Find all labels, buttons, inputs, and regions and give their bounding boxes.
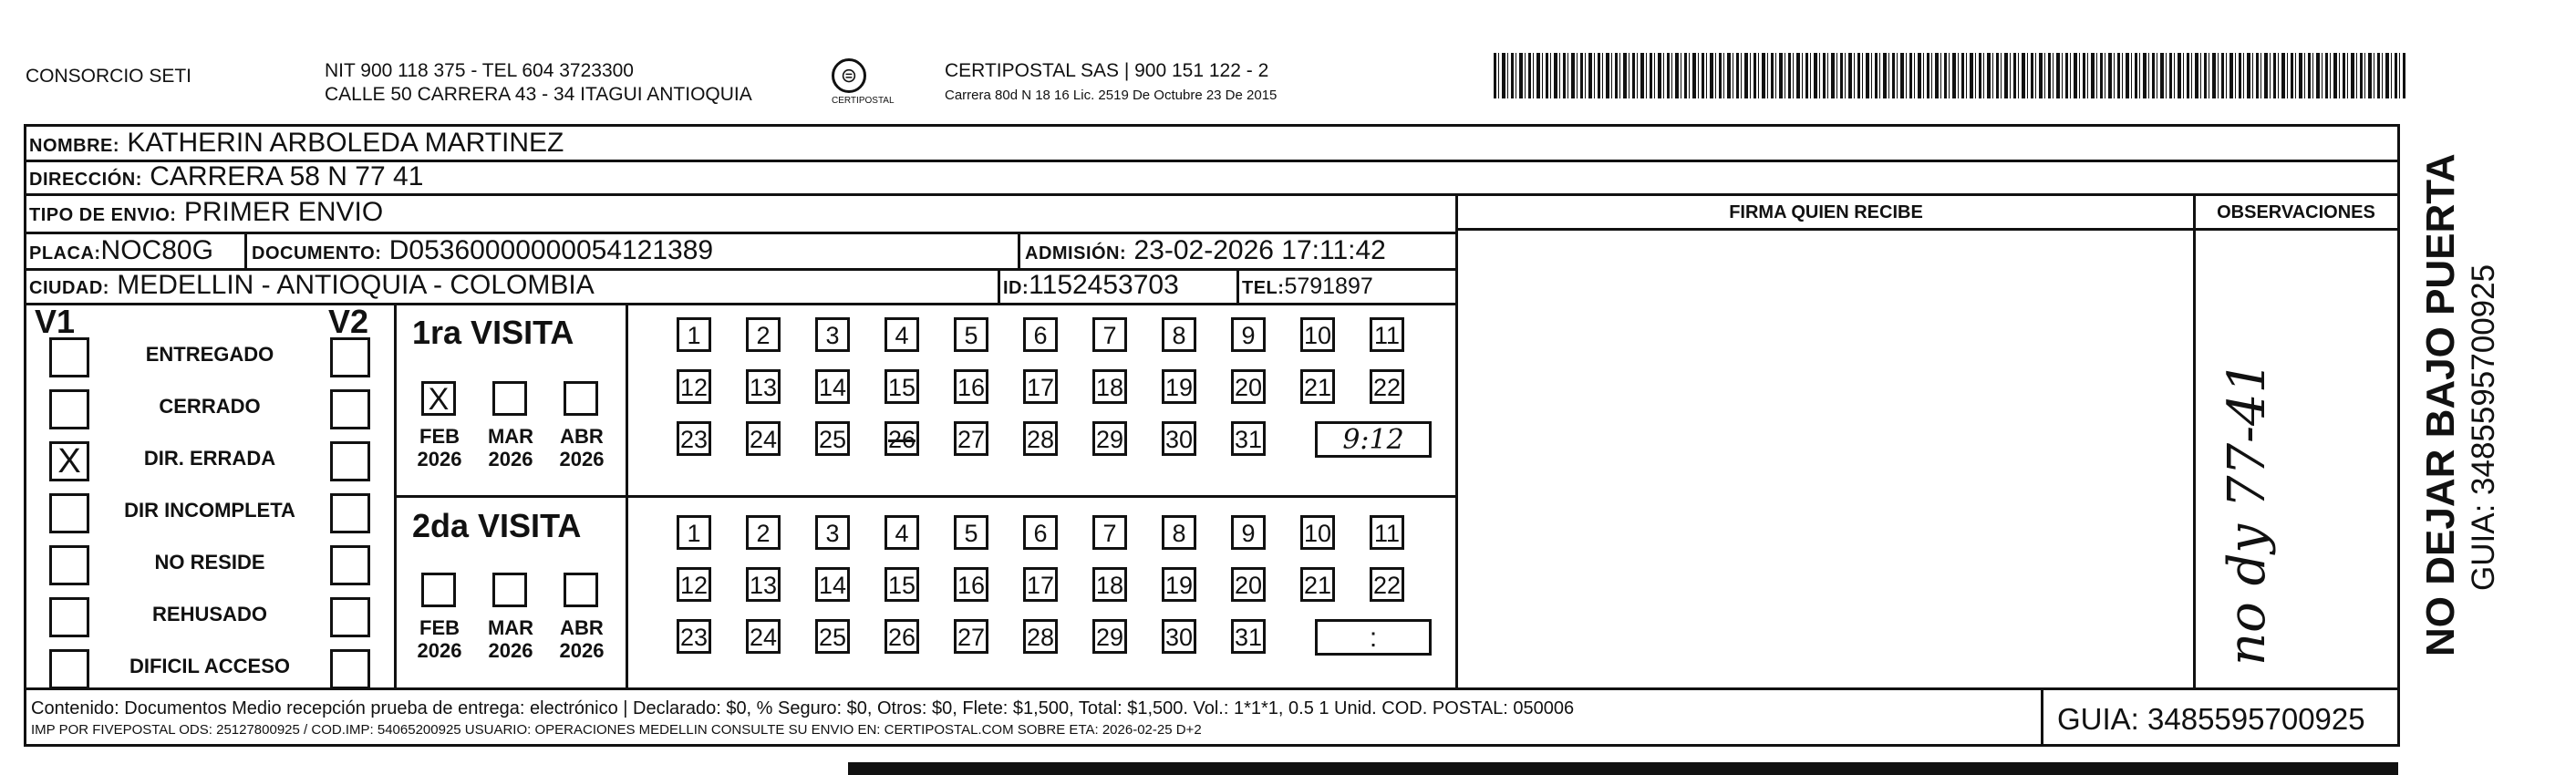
bottom-edge-strip — [848, 762, 2398, 775]
v2-checkbox[interactable] — [330, 389, 370, 429]
city-label: CIUDAD: — [29, 278, 109, 298]
document-field — [252, 235, 713, 269]
visit2-day-box[interactable]: 8 — [1162, 515, 1196, 550]
visit1-day-box[interactable]: 17 — [1023, 369, 1058, 404]
visit1-day-box[interactable]: 6 — [1023, 317, 1058, 352]
v1-checkbox[interactable] — [49, 597, 89, 637]
send-type-row — [29, 197, 383, 231]
visit2-day-box[interactable]: 7 — [1092, 515, 1127, 550]
v2-checkbox[interactable] — [330, 545, 370, 585]
send-type-label: TIPO DE ENVIO: — [29, 205, 177, 225]
v1-checkbox[interactable] — [49, 649, 89, 689]
visit1-day-box[interactable]: 28 — [1023, 421, 1058, 456]
visit2-month-checkbox[interactable] — [421, 573, 456, 607]
visit1-day-box[interactable]: 24 — [746, 421, 781, 456]
side-guia: GUIA: 3485595700925 — [2466, 264, 2501, 591]
v1-checkbox[interactable] — [49, 493, 89, 533]
visit1-day-box[interactable]: 5 — [954, 317, 988, 352]
visit2-day-box[interactable]: 17 — [1023, 567, 1058, 602]
tel-field — [1242, 274, 1373, 300]
visit2-day-box[interactable]: 20 — [1231, 567, 1266, 602]
status-reason-label: DIR. ERRADA — [143, 447, 276, 470]
visit2-day-box[interactable]: 29 — [1092, 619, 1127, 654]
visit2-day-box[interactable]: 6 — [1023, 515, 1058, 550]
visit1-day-box[interactable]: 9 — [1231, 317, 1266, 352]
admission-value: 23-02-2026 17:11:42 — [1133, 235, 1386, 265]
observations-handwritten: no dy 77-41 — [2218, 360, 2277, 666]
visit2-month-checkbox[interactable] — [564, 573, 598, 607]
name-row — [29, 128, 564, 161]
visit1-month-label: MAR 2026 — [487, 425, 534, 470]
visit1-time-field[interactable]: 9:12 — [1315, 421, 1432, 458]
name-label: NOMBRE: — [29, 136, 120, 156]
visit1-day-box[interactable]: 14 — [815, 369, 850, 404]
visit2-day-box[interactable]: 28 — [1023, 619, 1058, 654]
visit2-title: 2da VISITA — [412, 507, 582, 544]
v1-checkbox[interactable]: X — [49, 441, 89, 481]
admission-field — [1025, 235, 1386, 269]
visit1-day-box[interactable]: 29 — [1092, 421, 1127, 456]
status-reason-label: NO RESIDE — [154, 551, 265, 574]
visit2-day-box[interactable]: 26 — [885, 619, 919, 654]
city-field — [29, 270, 595, 304]
v2-checkbox[interactable] — [330, 649, 370, 689]
footer-content-line: Contenido: Documentos Medio recepción prueba de entrega: electrónico | Declarado: $0, % Seguro: $0, Otros: $0, Flete: $1,500, Total: $1,500. Vol.: 1*1*1, 0.5 1 Unid. COD. POSTAL: 050006 — [31, 698, 1575, 718]
visit1-day-box[interactable]: 18 — [1092, 369, 1127, 404]
visit2-day-box[interactable]: 14 — [815, 567, 850, 602]
status-reason-label: CERRADO — [159, 395, 261, 418]
visit1-day-box[interactable]: 31 — [1231, 421, 1266, 456]
visit1-day-box[interactable]: 7 — [1092, 317, 1127, 352]
visit2-day-box[interactable]: 5 — [954, 515, 988, 550]
visit1-day-box[interactable]: 1 — [677, 317, 711, 352]
v1-checkbox[interactable] — [49, 337, 89, 377]
send-type-value: PRIMER ENVIO — [183, 197, 384, 227]
id-value: 1152453703 — [1029, 270, 1179, 300]
visit1-day-box[interactable]: 30 — [1162, 421, 1196, 456]
visit2-day-box[interactable]: 27 — [954, 619, 988, 654]
side-warning: NO DEJAR BAJO PUERTA — [2418, 153, 2463, 656]
visit2-day-box[interactable]: 30 — [1162, 619, 1196, 654]
visit2-day-box[interactable]: 10 — [1300, 515, 1335, 550]
visit1-month-checkbox[interactable] — [564, 381, 598, 416]
visit2-day-box[interactable]: 9 — [1231, 515, 1266, 550]
logo-icon: ⊜ — [832, 58, 866, 93]
tel-label: TEL: — [1242, 278, 1285, 298]
v1-checkbox[interactable] — [49, 389, 89, 429]
v2-checkbox[interactable] — [330, 441, 370, 481]
license-line: Carrera 80d N 18 16 Lic. 2519 De Octubre 23 De 2015 — [945, 88, 1278, 103]
visit1-title: 1ra VISITA — [412, 314, 574, 351]
footer-guia: GUIA: 3485595700925 — [2057, 702, 2365, 736]
certipostal-line: CERTIPOSTAL SAS | 900 151 122 - 2 — [945, 60, 1269, 81]
admission-label: ADMISIÓN: — [1025, 243, 1127, 264]
visit2-month-label: FEB 2026 — [417, 616, 462, 662]
status-reason-label: DIFICIL ACCESO — [129, 655, 290, 677]
id-field — [1003, 270, 1179, 304]
plate-value: NOC80G — [100, 235, 213, 265]
visit2-day-box[interactable]: 2 — [746, 515, 781, 550]
visit2-month-checkbox[interactable] — [492, 573, 527, 607]
v2-checkbox[interactable] — [330, 337, 370, 377]
document-label: DOCUMENTO: — [252, 243, 382, 264]
visit2-day-box[interactable]: 16 — [954, 567, 988, 602]
visit1-day-box[interactable]: 4 — [885, 317, 919, 352]
recipient-name: KATHERIN ARBOLEDA MARTINEZ — [127, 128, 564, 158]
plate-field — [29, 235, 213, 269]
tel-value: 5791897 — [1284, 274, 1373, 299]
visit1-day-box[interactable]: 15 — [885, 369, 919, 404]
company-address: CALLE 50 CARRERA 43 - 34 ITAGUI ANTIOQUIA — [325, 84, 752, 105]
plate-label: PLACA: — [29, 243, 101, 264]
visit2-day-box[interactable]: 12 — [677, 567, 711, 602]
v2-checkbox[interactable] — [330, 597, 370, 637]
visit1-day-box[interactable]: 26 — [885, 421, 919, 456]
visit2-day-box[interactable]: 31 — [1231, 619, 1266, 654]
visit2-time-field[interactable]: : — [1315, 619, 1432, 656]
visit1-day-box[interactable]: 11 — [1370, 317, 1404, 352]
visit2-day-box[interactable]: 24 — [746, 619, 781, 654]
visit1-day-box[interactable]: 3 — [815, 317, 850, 352]
visit2-day-box[interactable]: 22 — [1370, 567, 1404, 602]
address-row — [29, 161, 423, 195]
v1-checkbox[interactable] — [49, 545, 89, 585]
id-label: ID: — [1003, 278, 1029, 298]
visit2-day-box[interactable]: 19 — [1162, 567, 1196, 602]
visit2-month-label: MAR 2026 — [487, 616, 534, 662]
visit2-month-label: ABR 2026 — [559, 616, 605, 662]
v1-label: V1 — [35, 303, 76, 340]
visit1-day-box[interactable]: 10 — [1300, 317, 1335, 352]
city-value: MEDELLIN - ANTIOQUIA - COLOMBIA — [117, 270, 595, 300]
visit1-day-box[interactable]: 25 — [815, 421, 850, 456]
address-label: DIRECCIÓN: — [29, 170, 142, 190]
visit2-day-box[interactable]: 1 — [677, 515, 711, 550]
nit-line: NIT 900 118 375 - TEL 604 3723300 — [325, 60, 634, 81]
visit2-day-box[interactable]: 4 — [885, 515, 919, 550]
visit1-day-box[interactable]: 21 — [1300, 369, 1335, 404]
visit2-day-box[interactable]: 15 — [885, 567, 919, 602]
visit1-month-label: FEB 2026 — [417, 425, 462, 470]
visit1-day-box[interactable]: 12 — [677, 369, 711, 404]
company-name: CONSORCIO SETI — [26, 66, 192, 87]
visit2-day-box[interactable]: 23 — [677, 619, 711, 654]
visit2-day-box[interactable]: 18 — [1092, 567, 1127, 602]
visit1-day-box[interactable]: 22 — [1370, 369, 1404, 404]
visit1-day-box[interactable]: 16 — [954, 369, 988, 404]
observations-header: OBSERVACIONES — [2217, 202, 2375, 222]
status-reason-label: DIR INCOMPLETA — [124, 499, 295, 522]
visit2-day-box[interactable]: 25 — [815, 619, 850, 654]
visit2-day-box[interactable]: 13 — [746, 567, 781, 602]
visit2-day-box[interactable]: 21 — [1300, 567, 1335, 602]
visit1-month-label: ABR 2026 — [559, 425, 605, 470]
status-reason-label: ENTREGADO — [145, 343, 274, 366]
header-barcode — [1494, 53, 2405, 98]
status-reason-label: REHUSADO — [152, 603, 267, 625]
visit1-day-box[interactable]: 19 — [1162, 369, 1196, 404]
visit1-day-box[interactable]: 2 — [746, 317, 781, 352]
visit1-day-box[interactable]: 8 — [1162, 317, 1196, 352]
v2-label: V2 — [328, 303, 369, 340]
visit1-day-box[interactable]: 27 — [954, 421, 988, 456]
certipostal-logo: ⊜ CERTIPOSTAL — [832, 58, 895, 106]
visit2-day-box[interactable]: 11 — [1370, 515, 1404, 550]
footer-print-line: IMP POR FIVEPOSTAL ODS: 25127800925 / COD.IMP: 54065200925 USUARIO: OPERACIONES MEDELLIN CONSULTE SU ENVIO EN: CERTIPOSTAL.COM SOBRE ETA: 2026-02-25 D+2 — [31, 722, 1202, 738]
visit1-month-checkbox[interactable]: X — [421, 381, 456, 416]
document-value: D05360000000054121389 — [388, 235, 714, 265]
visit1-day-box[interactable]: 20 — [1231, 369, 1266, 404]
visit1-month-checkbox[interactable] — [492, 381, 527, 416]
visit1-day-box[interactable]: 13 — [746, 369, 781, 404]
visit1-day-box[interactable]: 23 — [677, 421, 711, 456]
recipient-address: CARRERA 58 N 77 41 — [150, 161, 424, 191]
visit2-day-box[interactable]: 3 — [815, 515, 850, 550]
v2-checkbox[interactable] — [330, 493, 370, 533]
signature-header: FIRMA QUIEN RECIBE — [1729, 202, 1923, 222]
